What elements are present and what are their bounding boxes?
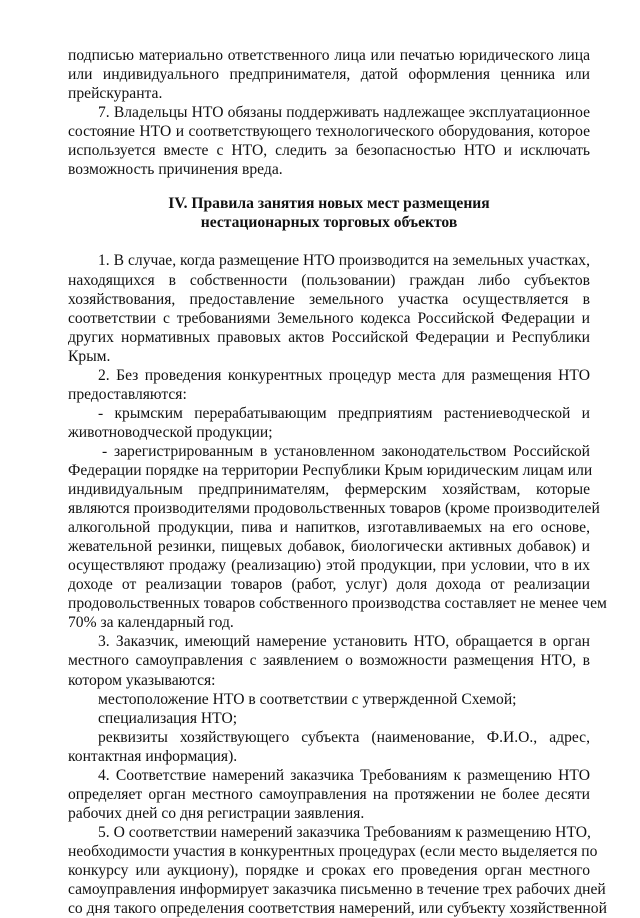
paragraph-line: продовольственных товаров собственного производства составляет не менее чем	[68, 595, 607, 612]
paragraph-line: Крым.	[68, 348, 111, 365]
paragraph-line: - зарегистрированным в установленном законодательством Российской	[102, 443, 590, 460]
paragraph-line: котором указываются:	[68, 672, 216, 689]
paragraph-line: со дня такого определения соответствия намерений, или субъекту хозяйственной	[68, 900, 607, 917]
paragraph-line: хозяйствования, предоставление земельного участка осуществляется в	[68, 291, 590, 308]
paragraph-line: необходимости участия в конкурентных процедурах (если место выделяется по	[68, 843, 598, 860]
paragraph-line: 5. О соответствии намерений заказчика Требованиям к размещению НТО,	[98, 824, 591, 841]
paragraph-line: 70% за календарный год.	[68, 614, 234, 631]
paragraph-line: прейскуранта.	[68, 85, 163, 102]
paragraph-line: 3. Заказчик, имеющий намерение установить НТО, обращается в орган	[98, 633, 590, 650]
paragraph-line: конкурсу или аукциону), порядке и сроках его проведения орган местного	[68, 862, 590, 879]
paragraph-line: животноводческой продукции;	[68, 424, 273, 441]
paragraph-line: возможность причинения вреда.	[68, 161, 283, 178]
paragraph-line: местоположение НТО в соответствии с утвержденной Схемой;	[98, 691, 517, 708]
paragraph-line: других нормативных правовых актов Российской Федерации и Республики	[68, 329, 590, 346]
paragraph-line: рабочих дней со дня регистрации заявления.	[68, 805, 365, 822]
paragraph-line: контактная информация).	[68, 748, 238, 765]
paragraph-line: определяет орган местного самоуправления на протяжении не более десяти	[68, 786, 590, 803]
paragraph-line: реквизиты хозяйствующего субъекта (наименование, Ф.И.О., адрес,	[98, 729, 590, 746]
paragraph-line: алкогольной продукции, пива и напитков, изготавливаемых на его основе,	[68, 519, 590, 536]
paragraph-line: осуществляют продажу (реализацию) этой продукции, при условии, что в их	[68, 557, 590, 574]
paragraph-line: местного самоуправления с заявлением о возможности размещения НТО, в	[68, 652, 590, 669]
paragraph-line: 4. Соответствие намерений заказчика Требованиям к размещению НТО	[98, 767, 590, 784]
section-heading-line: нестационарных торговых объектов	[200, 214, 458, 231]
paragraph-line: предоставляются:	[68, 386, 187, 403]
paragraph-line: подписью материально ответственного лица или печатью юридического лица	[68, 47, 590, 64]
paragraph-line: - крымским перерабатывающим предприятиям растениеводческой и	[98, 405, 590, 422]
paragraph-line: индивидуальным предпринимателям, фермерским хозяйствам, которые	[68, 481, 590, 498]
paragraph-line: 2. Без проведения конкурентных процедур места для размещения НТО	[98, 367, 590, 384]
paragraph-line: состояние НТО и соответствующего технологического оборудования, которое	[68, 123, 590, 140]
paragraph-line: Федерации порядке на территории Республики Крым юридическим лицам или	[68, 462, 593, 479]
paragraph-line: являются производителями продовольственных товаров (кроме производителей	[68, 500, 600, 517]
paragraph-line: 1. В случае, когда размещение НТО производится на земельных участках,	[98, 252, 590, 269]
paragraph-line: самоуправления информирует заказчика письменно в течение трех рабочих дней	[68, 881, 606, 898]
paragraph-line: специализация НТО;	[98, 710, 238, 727]
paragraph-line: доходе от реализации товаров (работ, услуг) доля дохода от реализации	[68, 576, 590, 593]
paragraph-line: соответствии с требованиями Земельного кодекса Российской Федерации и	[68, 310, 590, 327]
paragraph-line: или индивидуального предпринимателя, датой оформления ценника или	[68, 66, 590, 83]
paragraph-line: жевательной резинки, пищевых добавок, биологически активных добавок) и	[68, 538, 590, 555]
paragraph-line: 7. Владельцы НТО обязаны поддерживать надлежащее эксплуатационное	[98, 104, 590, 121]
paragraph-line: используется вместе с НТО, следить за безопасностью НТО и исключать	[68, 142, 590, 159]
section-heading-line: IV. Правила занятия новых мест размещения	[168, 195, 490, 212]
paragraph-line: находящихся в собственности (пользовании) граждан либо субъектов	[68, 272, 590, 289]
